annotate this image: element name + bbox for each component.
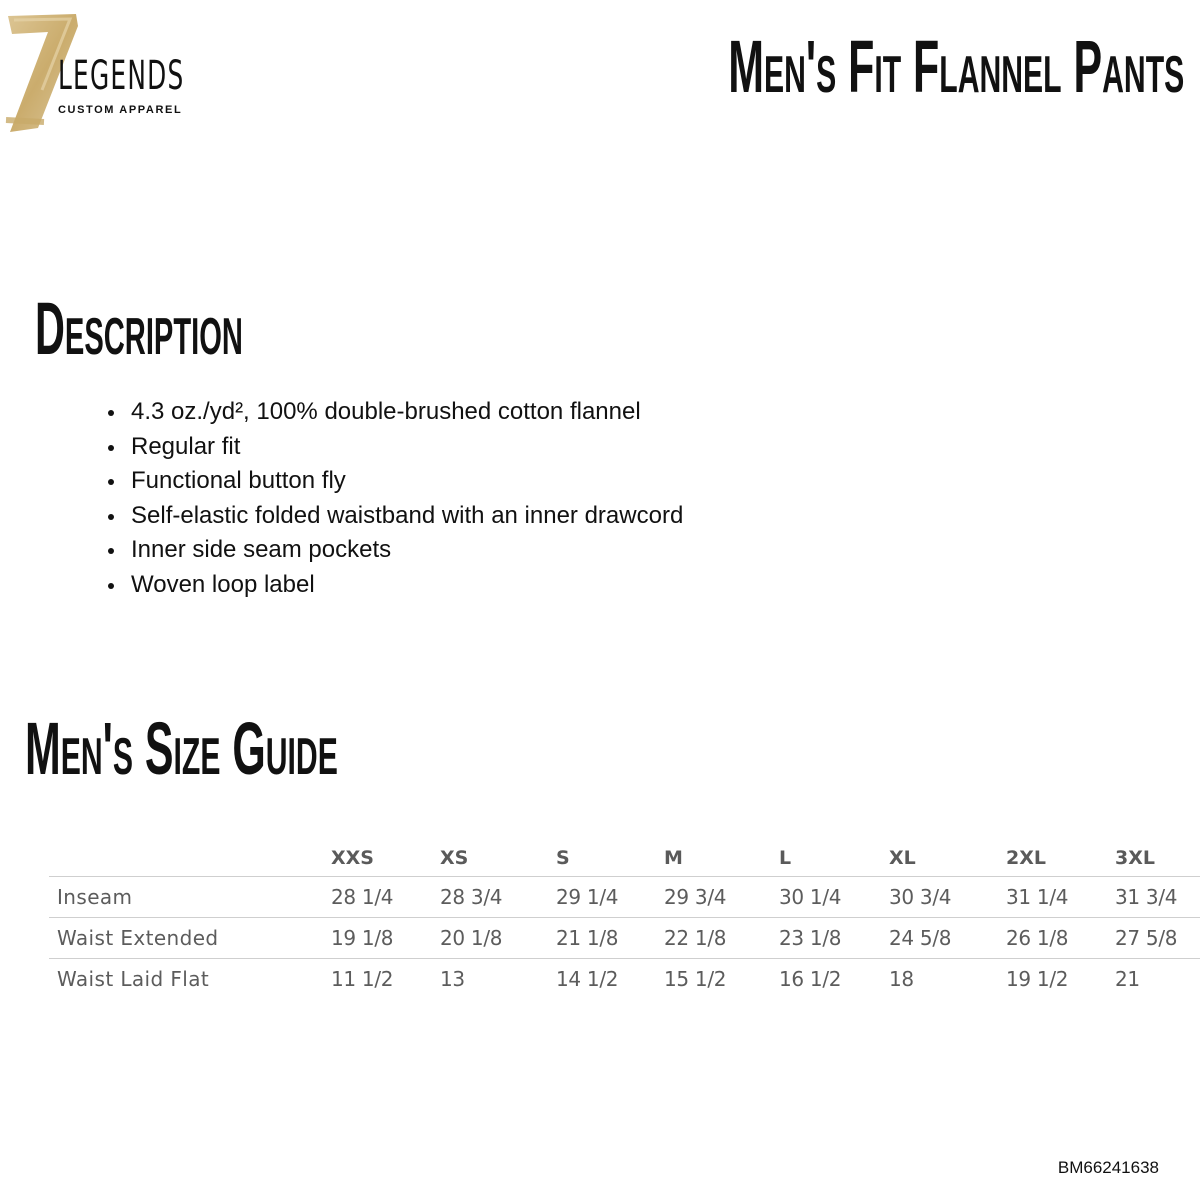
logo-wordmark: LEGENDS [58,53,185,99]
table-row [49,877,1200,918]
table-cell: 19 1/2 [1006,967,1069,991]
size-header: XXS [331,840,440,877]
feature-list [131,395,683,602]
table-cell: 18 [889,967,914,991]
size-header: L [779,840,889,877]
table-cell: 14 1/2 [556,967,619,991]
table-cell: 21 1/8 [556,918,664,959]
table-cell: 16 1/2 [779,967,842,991]
size-header-row [49,840,1200,877]
feature-item: Functional button fly [131,464,683,499]
table-cell: 28 3/4 [440,877,556,918]
table-cell: 22 1/8 [664,918,779,959]
size-header: M [664,840,779,877]
size-header: 2XL [1006,840,1115,877]
document-code: BM66241638 [1057,1158,1159,1177]
brand-logo [4,10,184,135]
feature-item: 4.3 oz./yd², 100% double-brushed cotton flannel [131,395,683,430]
table-cell: 20 1/8 [440,918,556,959]
page-title: Men's Fit Flannel Pants [727,25,1184,108]
size-header: 3XL [1115,840,1200,877]
feature-item: Self-elastic folded waistband with an inner drawcord [131,499,683,534]
row-label: Waist Laid Flat [57,967,210,991]
table-cell: 30 1/4 [779,877,889,918]
table-row [49,918,1200,959]
logo-tagline: CUSTOM APPAREL [58,104,183,116]
table-cell: 13 [440,967,465,991]
table-cell: 24 5/8 [889,918,1006,959]
table-cell: 28 1/4 [331,877,440,918]
table-cell: 23 1/8 [779,918,889,959]
table-cell: 31 1/4 [1006,877,1115,918]
size-guide-heading: Men's Size Guide [25,707,338,790]
feature-item: Regular fit [131,430,683,465]
size-header: XS [440,840,556,877]
table-cell: 30 3/4 [889,877,1006,918]
corner-cell [49,840,331,877]
table-cell: 19 1/8 [331,918,440,959]
table-cell: 29 1/4 [556,877,664,918]
size-header: XL [889,840,1006,877]
feature-item: Inner side seam pockets [131,533,683,568]
size-table [49,840,1200,999]
feature-item: Woven loop label [131,568,683,603]
row-label: Inseam [49,877,331,918]
table-cell: 26 1/8 [1006,918,1115,959]
table-cell: 11 1/2 [331,967,394,991]
size-header: S [556,840,664,877]
description-heading: Description [35,287,243,370]
table-cell: 31 3/4 [1115,877,1200,918]
row-label: Waist Extended [49,918,331,959]
table-cell: 27 5/8 [1115,918,1200,959]
table-row [49,959,1200,1000]
table-cell: 29 3/4 [664,877,779,918]
table-cell: 15 1/2 [664,967,727,991]
table-cell: 21 [1115,967,1140,991]
